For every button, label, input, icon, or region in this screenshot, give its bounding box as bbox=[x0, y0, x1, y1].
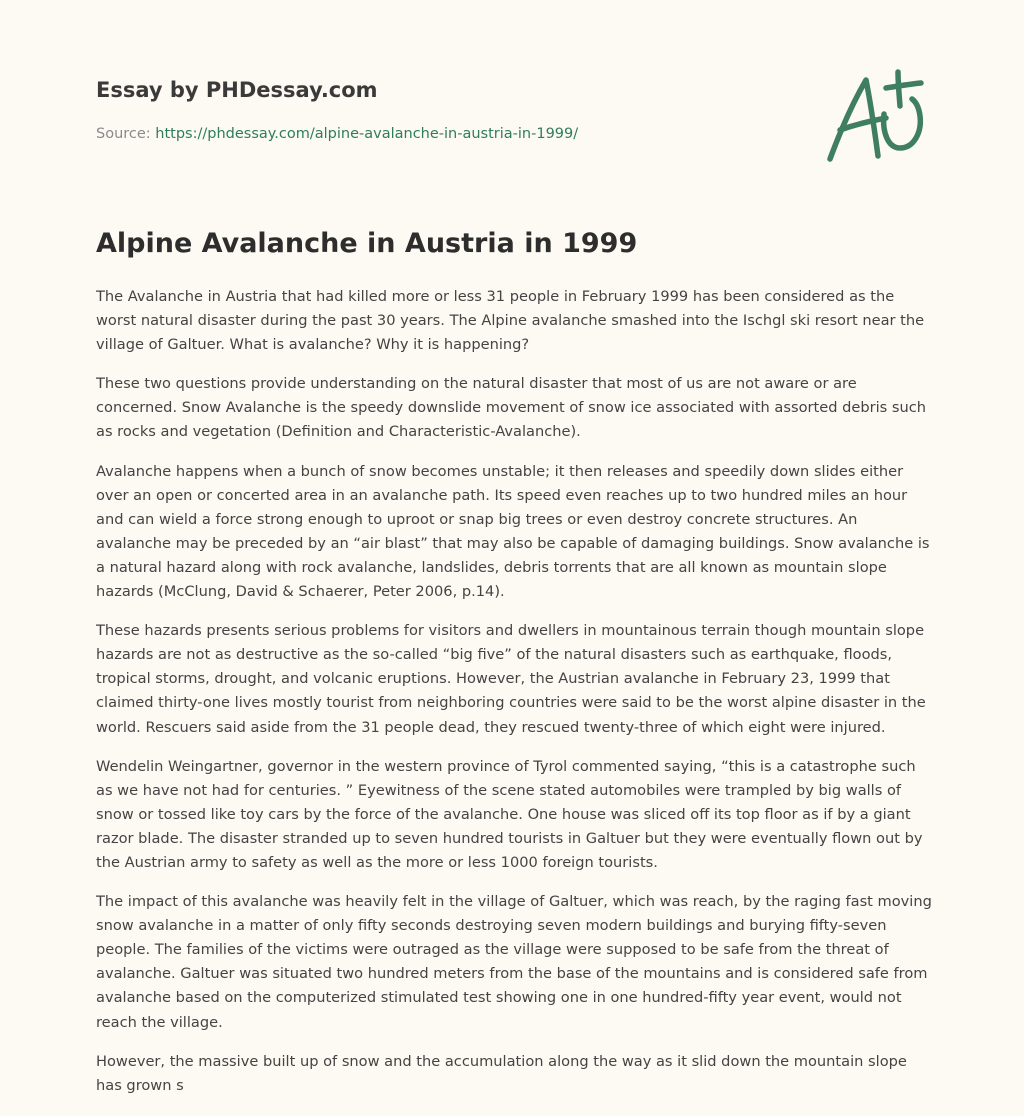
a-plus-grade-icon bbox=[818, 66, 930, 166]
source-link[interactable]: https://phdessay.com/alpine-avalanche-in-austria-in-1999/ bbox=[155, 126, 579, 142]
essay-paragraph: Avalanche happens when a bunch of snow becomes unstable; it then releases and speedily down slides either over an open or concerted area in an avalanche path. Its speed even reaches up to two hundred miles an hour and can wield a force strong enough to uproot or snap big trees or even destroy concrete structures. An avalanche may be preceded by an “air blast” that may also be capable of damaging buildings. Snow avalanche is a natural hazard along with rock avalanche, landslides, debris torrents that are all known as mountain slope hazards (McClung, David & Schaerer, Peter 2006, p.14). bbox=[96, 462, 930, 601]
brand-title: Essay by PHDessay.com bbox=[96, 78, 378, 102]
essay-body bbox=[96, 285, 932, 1113]
essay-title: Alpine Avalanche in Austria in 1999 bbox=[96, 228, 638, 259]
source-label: Source: bbox=[96, 126, 156, 142]
essay-paragraph: These hazards presents serious problems for visitors and dwellers in mountainous terrain though mountain slope hazards are not as destructive as the so-called “big five” of the natural disasters such as earthquake, floods, tropical storms, drought, and volcanic eruptions. However, the Austrian avalanche in February 23, 1999 that claimed thirty-one lives mostly tourist from neighboring countries were said to be the worst alpine disaster in the world. Rescuers said aside from the 31 people dead, they rescued twenty-three of which eight were injured. bbox=[96, 622, 926, 736]
essay-paragraph: These two questions provide understanding on the natural disaster that most of us are not aware or are concerned. Snow Avalanche is the speedy downslide movement of snow ice associated with assorted debris such as rocks and vegetation (Definition and Characteristic-Avalanche). bbox=[96, 375, 927, 441]
essay-paragraph: Wendelin Weingartner, governor in the western province of Tyrol commented saying, “this is a catastrophe such as we have not had for centuries. ” Eyewitness of the scene stated automobiles were trampled by big walls of snow or tossed like toy cars by the force of the avalanche. One house was sliced off its top floor as if by a giant razor blade. The disaster stranded up to seven hundred tourists in Galtuer but they were eventually flown out by the Austrian army to safety as well as the more or less 1000 foreign tourists. bbox=[96, 757, 923, 871]
essay-paragraph: The impact of this avalanche was heavily felt in the village of Galtuer, which was reach, by the raging fast moving snow avalanche in a matter of only fifty seconds destroying seven modern buildings and burying fifty-seven people. The families of the victims were outraged as the village were supposed to be safe from the threat of avalanche. Galtuer was situated two hundred meters from the base of the mountains and is considered safe from avalanche based on the computerized stimulated test showing one in one hundred-fifty year event, would not reach the village. bbox=[96, 893, 932, 1031]
essay-paragraph: However, the massive built up of snow and the accumulation along the way as it slid down the mountain slope has grown s bbox=[96, 1052, 907, 1094]
essay-header bbox=[96, 76, 796, 144]
essay-paragraph: The Avalanche in Austria that had killed more or less 31 people in February 1999 has been considered as the worst natural disaster during the past 30 years. The Alpine avalanche smashed into the Ischgl ski resort near the village of Galtuer. What is avalanche? Why it is happening? bbox=[96, 288, 925, 354]
source-line bbox=[96, 124, 796, 144]
